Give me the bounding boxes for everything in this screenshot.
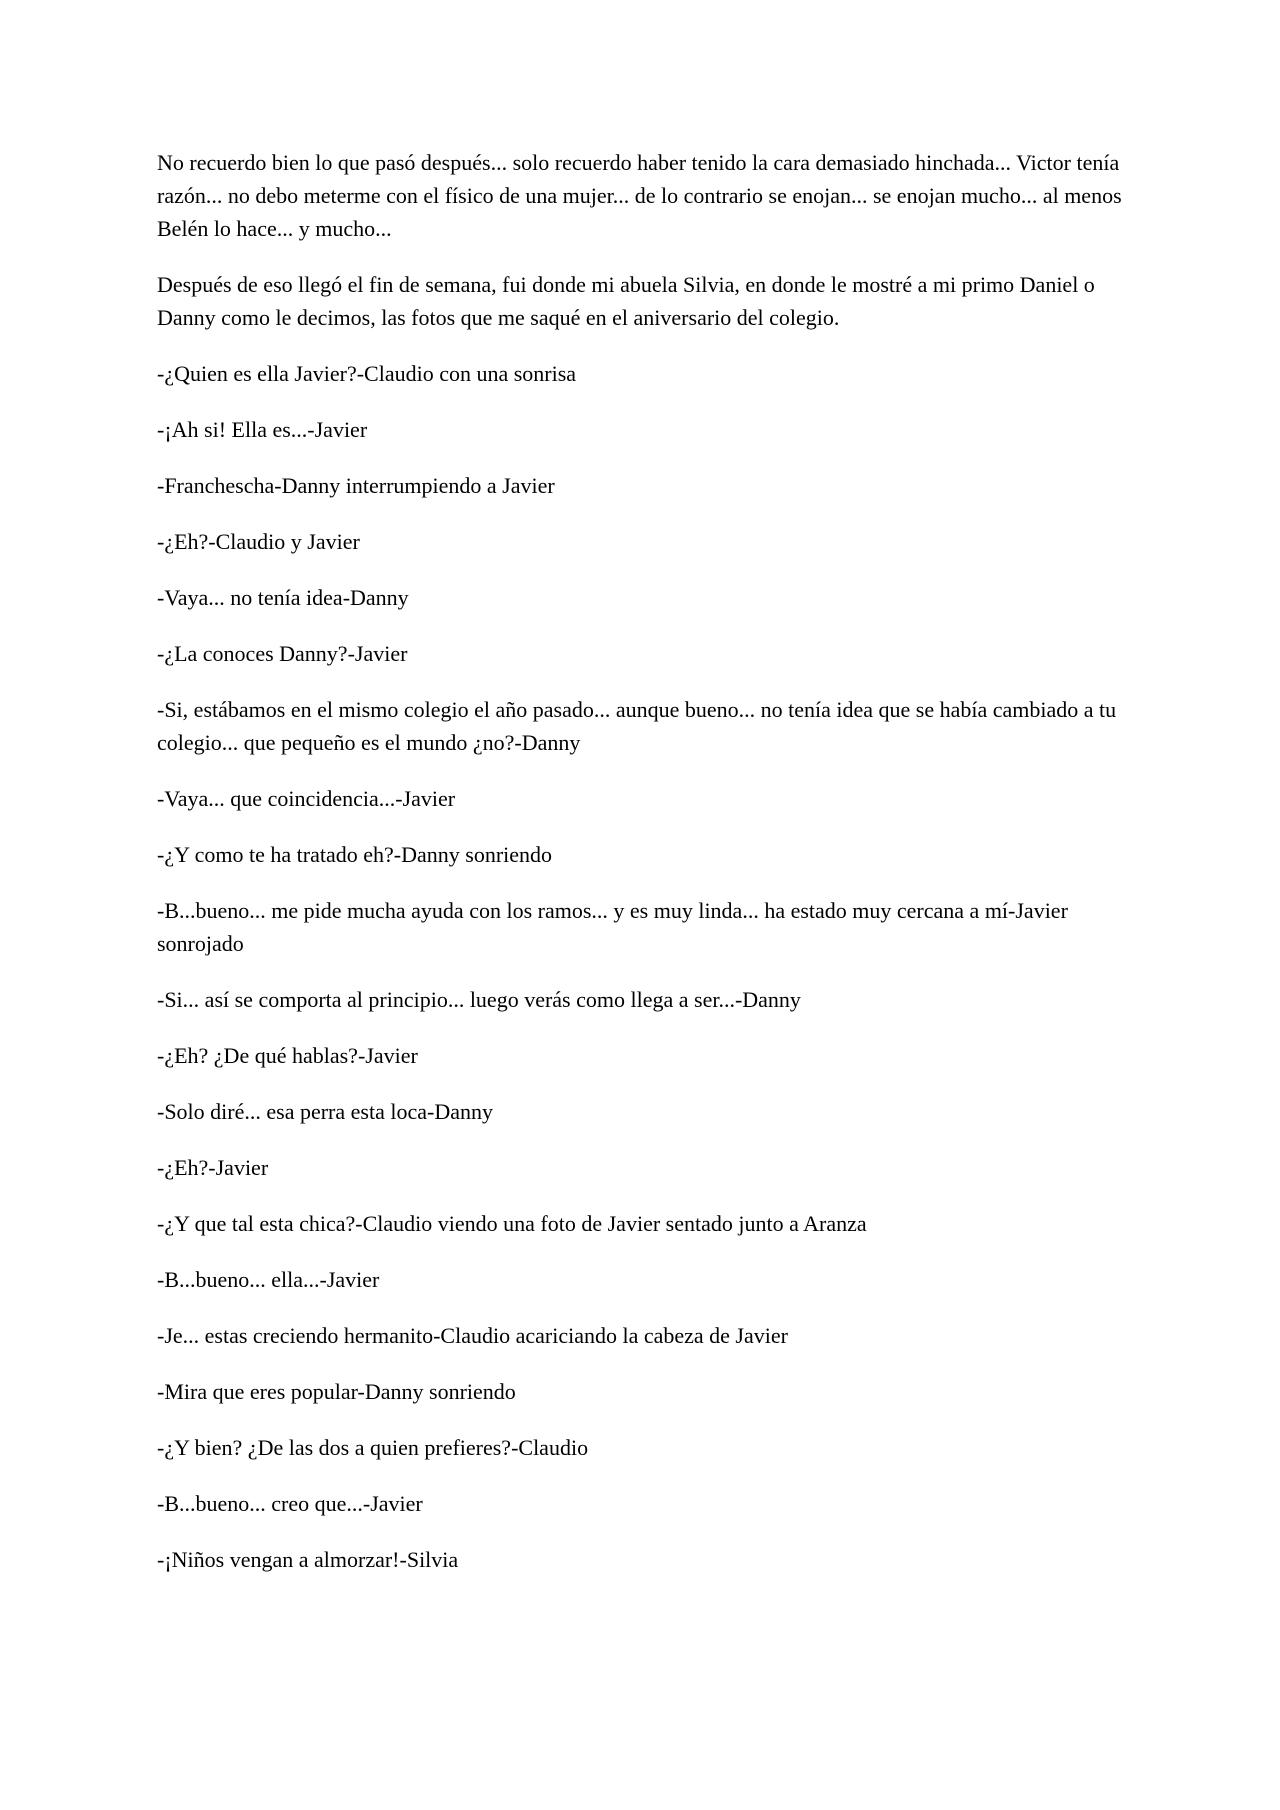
paragraph-dialogue: -¿Y como te ha tratado eh?-Danny sonriendo [157, 842, 553, 867]
paragraph-dialogue: -¿Eh? ¿De qué hablas?-Javier [157, 1043, 418, 1068]
paragraph-dialogue: -Si, estábamos en el mismo colegio el año pasado... aunque bueno... no tenía idea que se había cambiado a tu colegio... que pequeño es el mundo ¿no?-Danny [157, 697, 1117, 755]
document-body [157, 146, 1123, 1599]
paragraph-dialogue: -Je... estas creciendo hermanito-Claudio acariciando la cabeza de Javier [157, 1323, 788, 1348]
paragraph-dialogue: -¿La conoces Danny?-Javier [157, 641, 408, 666]
paragraph-dialogue: -¿Y bien? ¿De las dos a quien prefieres?-Claudio [157, 1435, 589, 1460]
paragraph-dialogue: -¿Eh?-Claudio y Javier [157, 529, 360, 554]
paragraph-dialogue: -¡Ah si! Ella es...-Javier [157, 417, 368, 442]
paragraph-narration: No recuerdo bien lo que pasó después... solo recuerdo haber tenido la cara demasiado hinchada... Victor tenía razón... no debo meterme con el físico de una mujer... de lo contrario se enojan... se enojan mucho... al menos Belén lo hace... y mucho... [157, 150, 1122, 241]
paragraph-dialogue: -¿Y que tal esta chica?-Claudio viendo una foto de Javier sentado junto a Aranza [157, 1211, 867, 1236]
paragraph-dialogue: -¿Quien es ella Javier?-Claudio con una sonrisa [157, 361, 577, 386]
paragraph-dialogue: -¡Niños vengan a almorzar!-Silvia [157, 1547, 459, 1572]
paragraph-dialogue: -Solo diré... esa perra esta loca-Danny [157, 1099, 493, 1124]
paragraph-dialogue: -Franchescha-Danny interrumpiendo a Javier [157, 473, 555, 498]
paragraph-dialogue: -¿Eh?-Javier [157, 1155, 269, 1180]
paragraph-dialogue: -B...bueno... ella...-Javier [157, 1267, 380, 1292]
paragraph-dialogue: -B...bueno... creo que...-Javier [157, 1491, 423, 1516]
paragraph-dialogue: -Vaya... no tenía idea-Danny [157, 585, 409, 610]
paragraph-dialogue: -Si... así se comporta al principio... luego verás como llega a ser...-Danny [157, 987, 801, 1012]
paragraph-dialogue: -Vaya... que coincidencia...-Javier [157, 786, 456, 811]
paragraph-narration: Después de eso llegó el fin de semana, fui donde mi abuela Silvia, en donde le mostré a mi primo Daniel o Danny como le decimos, las fotos que me saqué en el aniversario del colegio. [157, 272, 1095, 330]
paragraph-dialogue: -Mira que eres popular-Danny sonriendo [157, 1379, 516, 1404]
paragraph-dialogue: -B...bueno... me pide mucha ayuda con los ramos... y es muy linda... ha estado muy cercana a mí-Javier sonrojado [157, 898, 1068, 956]
